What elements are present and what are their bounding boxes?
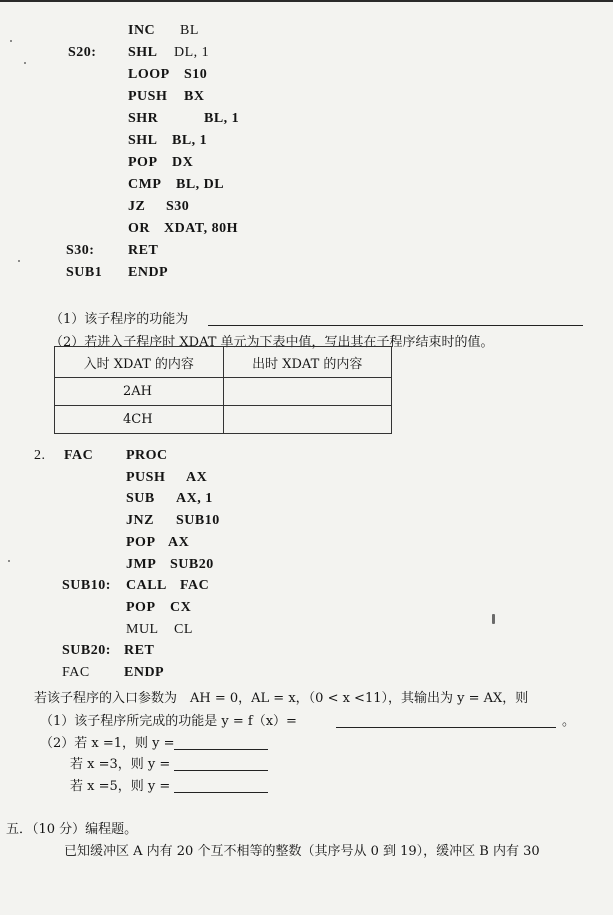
code-label: S20:	[68, 45, 97, 60]
code-op: ENDP	[124, 665, 165, 680]
scan-speck	[10, 40, 12, 42]
code-args: AX, 1	[176, 491, 213, 506]
code-label: SUB1	[66, 265, 103, 280]
answer-blank-1-1[interactable]	[208, 325, 583, 326]
code-args: BL, 1	[172, 133, 208, 148]
table-header: 入时 XDAT 的内容	[55, 347, 224, 378]
answer-blank-x3[interactable]	[174, 770, 268, 771]
code-op: RET	[128, 243, 159, 258]
code-args: SUB20	[170, 557, 214, 572]
code-op: CALL	[126, 578, 167, 593]
code-args: BL, 1	[204, 111, 240, 126]
scan-edge	[0, 0, 613, 2]
table-cell: 4CH	[55, 406, 224, 434]
question-2-3: 若 x =3，则 y =	[70, 757, 171, 772]
code-args: AX	[168, 535, 190, 550]
code-op: POP	[126, 600, 156, 615]
scan-speck	[492, 614, 495, 624]
question-2-intro: 若该子程序的入口参数为 AH = 0，AL = x，（0 < x <11），其输出为 y = AX，则	[34, 691, 529, 706]
code-label: FAC	[62, 665, 90, 680]
code-op: POP	[126, 535, 156, 550]
code-args: CL	[174, 622, 193, 637]
question-1-2: （2）若进入子程序时 XDAT 单元为下表中值，写出其在子程序结束时的值。	[50, 335, 494, 350]
code-args: DX	[172, 155, 194, 170]
code-op: INC	[128, 23, 156, 38]
code-op: SUB	[126, 491, 155, 506]
code-op: SHL	[128, 133, 158, 148]
code-label: SUB10:	[62, 578, 111, 593]
code-args: XDAT, 80H	[164, 221, 238, 236]
code-op: SHR	[128, 111, 159, 126]
code-op: JZ	[128, 199, 146, 214]
code-op: CMP	[128, 177, 162, 192]
code-op: POP	[128, 155, 158, 170]
code-label: FAC	[64, 448, 94, 463]
code-op: PROC	[126, 448, 168, 463]
code-label: S30:	[66, 243, 95, 258]
code-args: DL, 1	[174, 45, 210, 60]
answer-blank-x5[interactable]	[174, 792, 268, 793]
code-op: LOOP	[128, 67, 170, 82]
scan-speck	[24, 62, 26, 64]
code-op: PUSH	[126, 470, 166, 485]
question-2-1: （1）该子程序所完成的功能是 y = f（x）=	[40, 714, 297, 729]
question-2-2: （2）若 x =1，则 y =	[40, 736, 175, 751]
question-1-1: （1）该子程序的功能为	[50, 312, 189, 327]
code-op: OR	[128, 221, 150, 236]
code-args: FAC	[180, 578, 210, 593]
scan-speck	[8, 560, 10, 562]
answer-blank-x1[interactable]	[174, 749, 268, 750]
code-args: CX	[170, 600, 192, 615]
xdat-table	[54, 346, 392, 434]
code-label: SUB20:	[62, 643, 111, 658]
code-op: JMP	[126, 557, 157, 572]
code-op: RET	[124, 643, 155, 658]
code-op: PUSH	[128, 89, 168, 104]
code-args: AX	[186, 470, 208, 485]
code-args: SUB10	[176, 513, 220, 528]
code-args: S10	[184, 67, 208, 82]
code-op: MUL	[126, 622, 159, 637]
answer-cell[interactable]	[223, 378, 392, 406]
answer-blank-2-1[interactable]	[336, 727, 556, 728]
code-op: JNZ	[126, 513, 154, 528]
code-op: SHL	[128, 45, 158, 60]
question-2-4: 若 x =5，则 y =	[70, 779, 171, 794]
question-number: 2.	[34, 448, 46, 463]
period-mark: 。	[562, 714, 576, 729]
code-args: BL, DL	[176, 177, 225, 192]
section-5-title: 五．（10 分）编程题。	[6, 822, 138, 837]
code-args: BX	[184, 89, 205, 104]
code-op: ENDP	[128, 265, 169, 280]
answer-cell[interactable]	[223, 406, 392, 434]
code-args: BL	[180, 23, 199, 38]
table-header: 出时 XDAT 的内容	[223, 347, 392, 378]
scan-speck	[18, 260, 20, 262]
section-5-body: 已知缓冲区 A 内有 20 个互不相等的整数（其序号从 0 到 19），缓冲区 B 内有 30	[64, 844, 540, 859]
table-cell: 2AH	[55, 378, 224, 406]
code-args: S30	[166, 199, 190, 214]
